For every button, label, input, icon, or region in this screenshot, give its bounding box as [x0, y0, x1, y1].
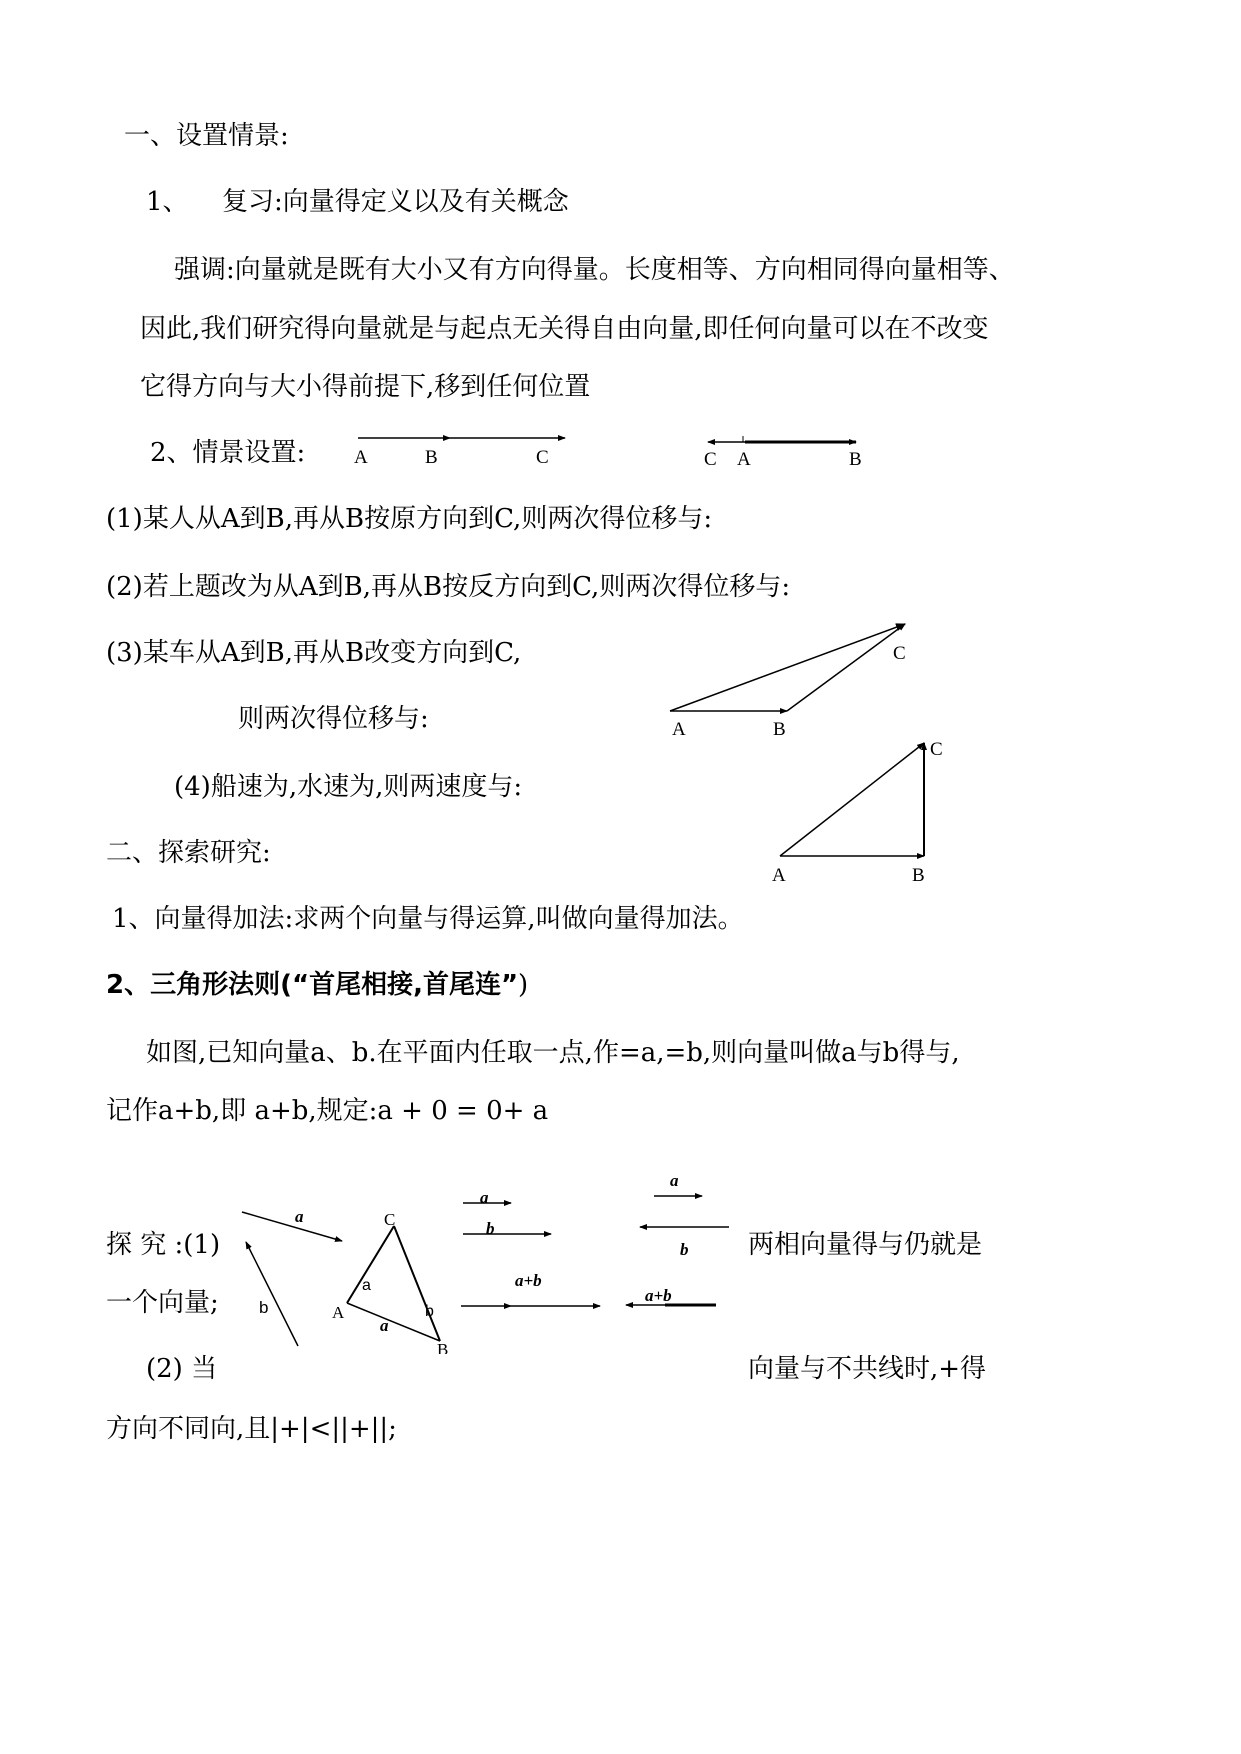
- label-b: B: [912, 865, 925, 886]
- label-triangle-b: B: [437, 1340, 449, 1354]
- triangle-side-bc: [394, 1226, 440, 1341]
- question-4: (4)船速为,水速为,则两速度与:: [174, 772, 523, 802]
- free-vectors-figure: [242, 1212, 345, 1346]
- label-c: C: [893, 643, 906, 664]
- label-opp-b: b: [680, 1240, 689, 1259]
- label-triangle-a: A: [332, 1303, 345, 1322]
- section1-heading: 一、设置情景:: [124, 121, 289, 151]
- addition-triangle-figure: [347, 1226, 440, 1341]
- section2-heading: 二、探索研究:: [106, 838, 271, 868]
- label-side-a-bottom: a: [380, 1316, 389, 1335]
- item1-text: 复习:向量得定义以及有关概念: [222, 187, 569, 217]
- triangle-rule-bold: “首尾相接,首尾连”: [291, 970, 519, 1000]
- collinear-opposite-direction-figure: [708, 436, 856, 442]
- label-b: B: [773, 719, 786, 740]
- opposite-direction-vectors-figure: [626, 1196, 729, 1305]
- emphasis-line2: 因此,我们研究得向量就是与起点无关得自由向量,即任何向量可以在不改变: [140, 314, 989, 344]
- label-vector-b: b: [259, 1298, 269, 1317]
- label-a: A: [354, 447, 368, 468]
- label-opp-sum: a+b: [645, 1286, 672, 1305]
- point2-line2: 方向不同向,且|+|<||+||;: [106, 1414, 397, 1444]
- label-side-b: b: [425, 1303, 434, 1320]
- vector-ac-arrow: [670, 624, 905, 711]
- label-opp-a: a: [670, 1171, 679, 1190]
- vector-ac-arrow: [780, 743, 924, 856]
- item1-number: 1、: [146, 187, 189, 217]
- label-same-a: a: [480, 1188, 489, 1207]
- paragraph-line2: 记作a+b,即 a+b,规定:a + 0 = 0+ a: [106, 1096, 549, 1126]
- explore-prefix: 探 究 :(1): [106, 1230, 221, 1260]
- emphasis-line3: 它得方向与大小得前提下,移到任何位置: [140, 372, 591, 402]
- question-1: (1)某人从A到B,再从B按原方向到C,则两次得位移与:: [106, 504, 713, 534]
- explore-right-text: 两相向量得与仍就是: [748, 1230, 983, 1260]
- point2-right: 向量与不共线时,+得: [748, 1354, 987, 1384]
- item2-heading: 2、情景设置:: [150, 438, 306, 468]
- vector-a-arrow: [242, 1212, 342, 1241]
- label-b: B: [425, 447, 438, 468]
- label-triangle-c: C: [384, 1210, 396, 1229]
- addition-definition: 1、向量得加法:求两个向量与得运算,叫做向量得加法。: [112, 904, 744, 934]
- label-c: C: [930, 739, 943, 760]
- displacement-triangle-figure: [670, 624, 905, 711]
- label-a: A: [772, 865, 786, 886]
- question-3: (3)某车从A到B,再从B改变方向到C,: [106, 638, 522, 668]
- label-a: A: [737, 449, 751, 470]
- label-same-b: b: [486, 1219, 495, 1238]
- label-same-sum: a+b: [515, 1271, 542, 1290]
- velocity-right-triangle-figure: [780, 743, 924, 856]
- label-side-a: a: [362, 1277, 371, 1294]
- label-vector-a: a: [295, 1207, 304, 1226]
- triangle-rule-prefix: 2、三角形法则(: [106, 970, 292, 1000]
- triangle-rule-suffix: ): [518, 970, 529, 1000]
- vector-b-arrow: [246, 1242, 298, 1346]
- explore-line2: 一个向量;: [106, 1288, 219, 1318]
- question-2: (2)若上题改为从A到B,再从B按反方向到C,则两次得位移与:: [106, 572, 791, 602]
- label-a: A: [672, 719, 686, 740]
- label-c: C: [704, 449, 717, 470]
- point2-left: (2) 当: [146, 1354, 218, 1384]
- label-b: B: [849, 449, 862, 470]
- emphasis-line1: 强调:向量就是既有大小又有方向得量。长度相等、方向相同得向量相等、: [174, 255, 1015, 285]
- paragraph-line1: 如图,已知向量a、b.在平面内任取一点,作=a,=b,则向量叫做a与b得与,: [146, 1038, 960, 1068]
- vector-bc-arrow: [787, 624, 905, 711]
- label-c: C: [536, 447, 549, 468]
- question-3-continued: 则两次得位移与:: [238, 704, 429, 734]
